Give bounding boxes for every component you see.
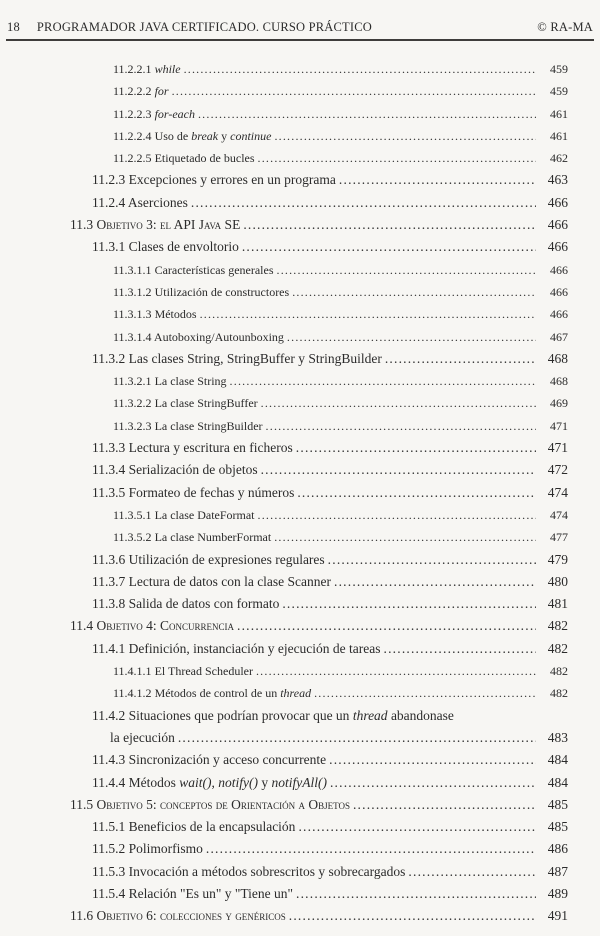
toc-page-number: 466 xyxy=(550,262,568,277)
toc-entry-text: 11.4.1.2 Métodos de control de un thread xyxy=(113,686,312,701)
toc-page-number: 482 xyxy=(547,618,568,634)
toc-entry xyxy=(0,169,568,191)
toc-entry xyxy=(0,281,568,303)
toc-entry xyxy=(0,660,568,682)
toc-entry xyxy=(0,816,568,838)
toc-entry-text: 11.2.2.1 while xyxy=(113,62,181,76)
toc-page-number: 468 xyxy=(547,350,568,366)
toc-page-number: 469 xyxy=(550,396,568,411)
toc-entry xyxy=(0,259,568,281)
toc-page-number: 471 xyxy=(547,440,568,456)
dot-leader xyxy=(237,615,536,637)
toc-entry-text: 11.3.8 Salida de datos con formato xyxy=(92,596,280,612)
toc-entry-text: 11.2.2.5 Etiquetado de bucles xyxy=(113,151,255,166)
toc-page-number: 474 xyxy=(550,507,568,522)
dot-leader xyxy=(328,549,536,571)
toc-entry xyxy=(0,482,568,504)
toc-entry-text: 11.3.1.3 Métodos xyxy=(113,307,197,322)
toc-page-number: 479 xyxy=(547,551,568,567)
toc-entry xyxy=(0,214,568,236)
dot-leader xyxy=(339,169,536,191)
toc-entry xyxy=(0,883,568,905)
dot-leader xyxy=(274,526,536,548)
dot-leader xyxy=(292,281,536,303)
toc-page-number: 477 xyxy=(550,530,568,545)
toc-entry xyxy=(0,593,568,615)
dot-leader xyxy=(258,504,536,526)
toc-entry xyxy=(0,303,568,325)
dot-leader xyxy=(261,392,536,414)
toc-page-number: 484 xyxy=(547,774,568,790)
toc-entry-text: 11.5.2 Polimorfismo xyxy=(92,841,203,857)
dot-leader xyxy=(230,370,536,392)
toc-entry-text: 11.5.4 Relación "Es un" y "Tiene un" xyxy=(92,885,294,901)
toc-entry-text: 11.3.2.1 La clase String xyxy=(113,374,227,389)
toc-entry xyxy=(0,838,568,860)
toc-list xyxy=(0,58,568,928)
dot-leader xyxy=(258,147,536,169)
toc-page-number: 483 xyxy=(547,729,568,745)
toc-entry xyxy=(0,58,568,80)
toc-entry-text: 11.2.4 Aserciones xyxy=(92,194,188,210)
toc-entry-text: 11.3.2.2 La clase StringBuffer xyxy=(113,396,258,411)
toc-entry-text: 11.5.3 Invocación a métodos sobrescritos y sobrecargados xyxy=(92,863,406,879)
toc-entry-text: 11.5.1 Beneficios de la encapsulación xyxy=(92,819,296,835)
toc-entry-text: 11.3.1.2 Utilización de constructores xyxy=(113,284,290,299)
toc-entry xyxy=(0,682,568,704)
running-header xyxy=(7,20,593,35)
toc-page-number: 484 xyxy=(547,752,568,768)
toc-entry-text: 11.4 Objetivo 4: Concurrencia xyxy=(70,618,235,634)
toc-entry-text: 11.3.5.1 La clase DateFormat xyxy=(113,507,255,522)
toc-entry xyxy=(0,348,568,370)
toc-page-number: 481 xyxy=(547,596,568,612)
toc-entry-text: 11.3.3 Lectura y escritura en ficheros xyxy=(92,440,293,456)
toc-entry xyxy=(0,861,568,883)
toc-page-number: 459 xyxy=(550,62,568,76)
dot-leader xyxy=(191,192,536,214)
dot-leader xyxy=(243,214,536,236)
toc-entry xyxy=(0,437,568,459)
toc-page-number: 474 xyxy=(547,484,568,500)
dot-leader xyxy=(198,103,536,125)
toc-page-number: 466 xyxy=(547,217,568,233)
toc-entry xyxy=(0,125,568,147)
toc-entry-text: 11.2.2.2 for xyxy=(113,84,169,99)
toc-entry xyxy=(0,459,568,481)
toc-entry-text: 11.6 Objetivo 6: colecciones y genéricos xyxy=(70,908,286,924)
dot-leader xyxy=(242,236,536,258)
dot-leader xyxy=(353,794,536,816)
toc-entry-text: la ejecución xyxy=(110,729,175,745)
toc-entry-text: 11.2.2.3 for-each xyxy=(113,106,195,121)
toc-entry xyxy=(0,638,568,660)
toc-entry-text: 11.4.4 Métodos wait(), notify() y notifyAll() xyxy=(92,774,327,790)
toc-page-number: 482 xyxy=(550,686,568,701)
header-rule xyxy=(6,39,594,41)
toc-entry xyxy=(0,571,568,593)
dot-leader xyxy=(282,593,536,615)
toc-entry-text: 11.3.5 Formateo de fechas y números xyxy=(92,484,295,500)
dot-leader xyxy=(314,682,536,704)
toc-entry-text: 11.3.6 Utilización de expresiones regulares xyxy=(92,551,325,567)
toc-entry xyxy=(0,772,568,794)
toc-page-number: 491 xyxy=(547,908,568,924)
toc-entry-text: 11.5 Objetivo 5: conceptos de Orientación a Objetos xyxy=(70,796,350,812)
toc-page-number: 486 xyxy=(547,841,568,857)
dot-leader xyxy=(296,883,536,905)
toc-entry-text: 11.4.1.1 El Thread Scheduler xyxy=(113,664,253,679)
toc-page-number: 482 xyxy=(547,640,568,656)
toc-page-number: 482 xyxy=(550,664,568,679)
dot-leader xyxy=(334,571,536,593)
toc-entry xyxy=(0,705,568,727)
dot-leader xyxy=(330,772,536,794)
toc-page-number: 463 xyxy=(547,172,568,188)
toc-page-number: 462 xyxy=(550,151,568,166)
dot-leader xyxy=(274,125,536,147)
toc-page-number: 489 xyxy=(547,885,568,901)
dot-leader xyxy=(200,303,536,325)
dot-leader xyxy=(172,80,536,102)
header-page-number: 18 xyxy=(7,20,20,34)
toc-entry-text: 11.3.5.2 La clase NumberFormat xyxy=(113,530,272,545)
dot-leader xyxy=(206,838,536,860)
toc-page-number: 480 xyxy=(547,573,568,589)
toc-page-number: 466 xyxy=(550,307,568,322)
dot-leader xyxy=(277,259,537,281)
dot-leader xyxy=(408,861,536,883)
toc-entry-text: 11.3.2 Las clases String, StringBuffer y StringBuilder xyxy=(92,350,382,366)
toc-entry-text: 11.3.2.3 La clase StringBuilder xyxy=(113,418,263,433)
dot-leader xyxy=(298,816,536,838)
dot-leader xyxy=(296,437,536,459)
toc-entry-continuation xyxy=(0,727,568,749)
dot-leader xyxy=(289,905,536,927)
toc-entry-text: 11.4.3 Sincronización y acceso concurrente xyxy=(92,752,327,768)
toc-page-number: 472 xyxy=(547,462,568,478)
toc-entry xyxy=(0,326,568,348)
toc-entry xyxy=(0,392,568,414)
toc-entry xyxy=(0,236,568,258)
toc-entry-text: 11.3.1 Clases de envoltorio xyxy=(92,239,239,255)
dot-leader xyxy=(266,415,536,437)
toc-entry xyxy=(0,192,568,214)
toc-entry xyxy=(0,905,568,927)
toc-entry-text: 11.4.1 Definición, instanciación y ejecución de tareas xyxy=(92,640,381,656)
header-book-title: PROGRAMADOR JAVA CERTIFICADO. CURSO PRÁCTICO xyxy=(36,20,372,34)
toc-page-number: 461 xyxy=(550,128,568,143)
dot-leader xyxy=(385,348,536,370)
toc-entry-text: 11.4.2 Situaciones que podrían provocar que un thread abandonase xyxy=(92,707,454,723)
dot-leader xyxy=(329,749,536,771)
toc-page-number: 485 xyxy=(547,796,568,812)
dot-leader xyxy=(384,638,536,660)
toc-page-number: 466 xyxy=(547,239,568,255)
dot-leader xyxy=(297,482,536,504)
toc-entry-text: 11.3.7 Lectura de datos con la clase Scanner xyxy=(92,573,332,589)
toc-entry-text: 11.3.1.4 Autoboxing/Autounboxing xyxy=(113,329,284,344)
toc-page-number: 485 xyxy=(547,819,568,835)
toc-page-number: 468 xyxy=(550,374,568,389)
toc-entry xyxy=(0,80,568,102)
toc-entry-text: 11.3 Objetivo 3: el API Java SE xyxy=(70,217,241,233)
toc-entry xyxy=(0,415,568,437)
toc-entry-text: 11.3.4 Serialización de objetos xyxy=(92,462,258,478)
dot-leader xyxy=(261,459,536,481)
toc-page-number: 466 xyxy=(547,194,568,210)
dot-leader xyxy=(256,660,536,682)
toc-entry xyxy=(0,615,568,637)
toc-page-number: 459 xyxy=(550,84,568,99)
dot-leader xyxy=(287,326,536,348)
toc-page-number: 466 xyxy=(550,284,568,299)
header-copyright: © RA-MA xyxy=(537,20,593,34)
toc-entry xyxy=(0,794,568,816)
toc-entry xyxy=(0,370,568,392)
toc-entry xyxy=(0,549,568,571)
toc-entry xyxy=(0,103,568,125)
toc-page-number: 471 xyxy=(550,418,568,433)
toc-entry xyxy=(0,504,568,526)
toc-entry xyxy=(0,147,568,169)
toc-entry-text: 11.2.2.4 Uso de break y continue xyxy=(113,128,272,143)
toc-entry xyxy=(0,749,568,771)
toc-entry xyxy=(0,526,568,548)
toc-page-number: 467 xyxy=(550,329,568,344)
toc-page-number: 487 xyxy=(547,863,568,879)
toc-page-number: 461 xyxy=(550,106,568,121)
dot-leader xyxy=(184,58,536,80)
toc-entry-text: 11.2.3 Excepciones y errores en un programa xyxy=(92,172,336,188)
toc-entry-text: 11.3.1.1 Características generales xyxy=(113,262,274,277)
dot-leader xyxy=(178,727,536,749)
